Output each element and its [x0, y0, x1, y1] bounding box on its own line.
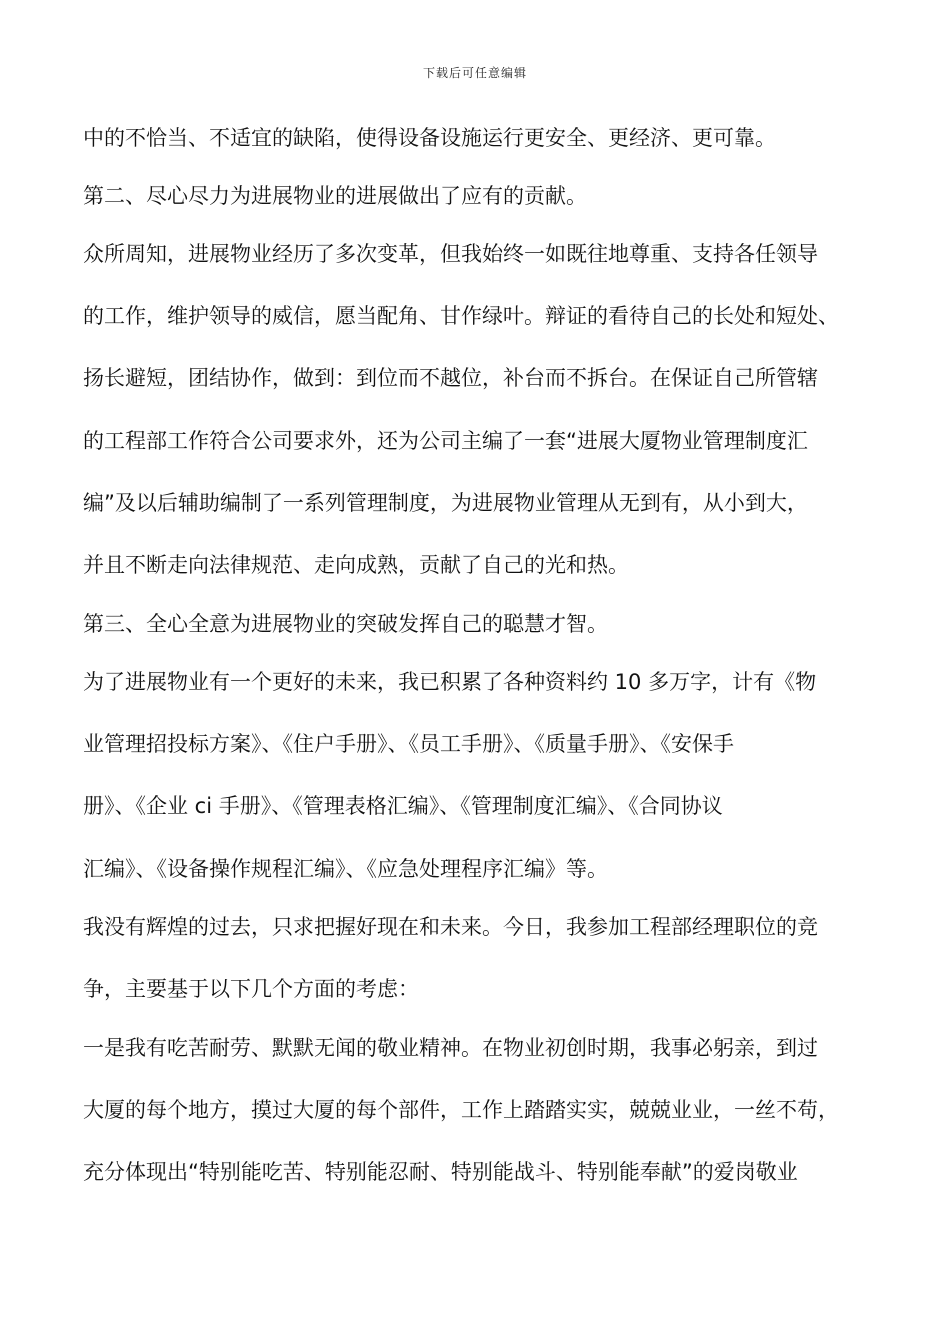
text-line: 我没有辉煌的过去，只求把握好现在和未来。今日，我参加工程部经理职位的竞 [83, 915, 818, 939]
text-line: 充分体现出“特别能吃苦、特别能忍耐、特别能战斗、特别能奉献”的爱岗敬业 [83, 1160, 798, 1184]
text-line: 一是我有吃苦耐劳、默默无闻的敬业精神。在物业初创时期，我事必躬亲，到过 [83, 1036, 818, 1060]
text-line: 为了进展物业有一个更好的未来，我已积累了各种资料约 10 多万字，计有《物 [83, 670, 817, 694]
text-line: 争，主要基于以下几个方面的考虑： [83, 977, 419, 1001]
text-line: 汇编》、《设备操作规程汇编》、《应急处理程序汇编》等。 [83, 857, 608, 881]
text-line: 册》、《企业 ci 手册》、《管理表格汇编》、《管理制度汇编》、《合同协议 [83, 794, 723, 818]
text-line: 众所周知，进展物业经历了多次变革，但我始终一如既往地尊重、支持各任领导 [83, 242, 818, 266]
text-line: 的工作，维护领导的威信，愿当配角、甘作绿叶。辩证的看待自己的长处和短处、 [83, 304, 839, 328]
text-line: 第三、全心全意为进展物业的突破发挥自己的聪慧才智。 [83, 612, 608, 636]
text-line: 编”及以后辅助编制了一系列管理制度，为进展物业管理从无到有，从小到大， [83, 491, 808, 515]
text-line: 的工程部工作符合公司要求外，还为公司主编了一套“进展大厦物业管理制度汇 [83, 429, 808, 453]
text-line: 扬长避短，团结协作，做到：到位而不越位，补台而不拆台。在保证自己所管辖 [83, 366, 818, 390]
text-line: 业管理招投标方案》、《住户手册》、《员工手册》、《质量手册》、《安保手 [83, 732, 734, 756]
page-header: 下载后可任意编辑 [422, 66, 527, 80]
text-line: 中的不恰当、不适宜的缺陷，使得设备设施运行更安全、更经济、更可靠。 [83, 126, 776, 150]
text-line: 并且不断走向法律规范、走向成熟，贡献了自己的光和热。 [83, 553, 629, 577]
text-line: 大厦的每个地方，摸过大厦的每个部件，工作上踏踏实实，兢兢业业，一丝不苟， [83, 1098, 839, 1122]
text-line: 第二、尽心尽力为进展物业的进展做出了应有的贡献。 [83, 184, 587, 208]
